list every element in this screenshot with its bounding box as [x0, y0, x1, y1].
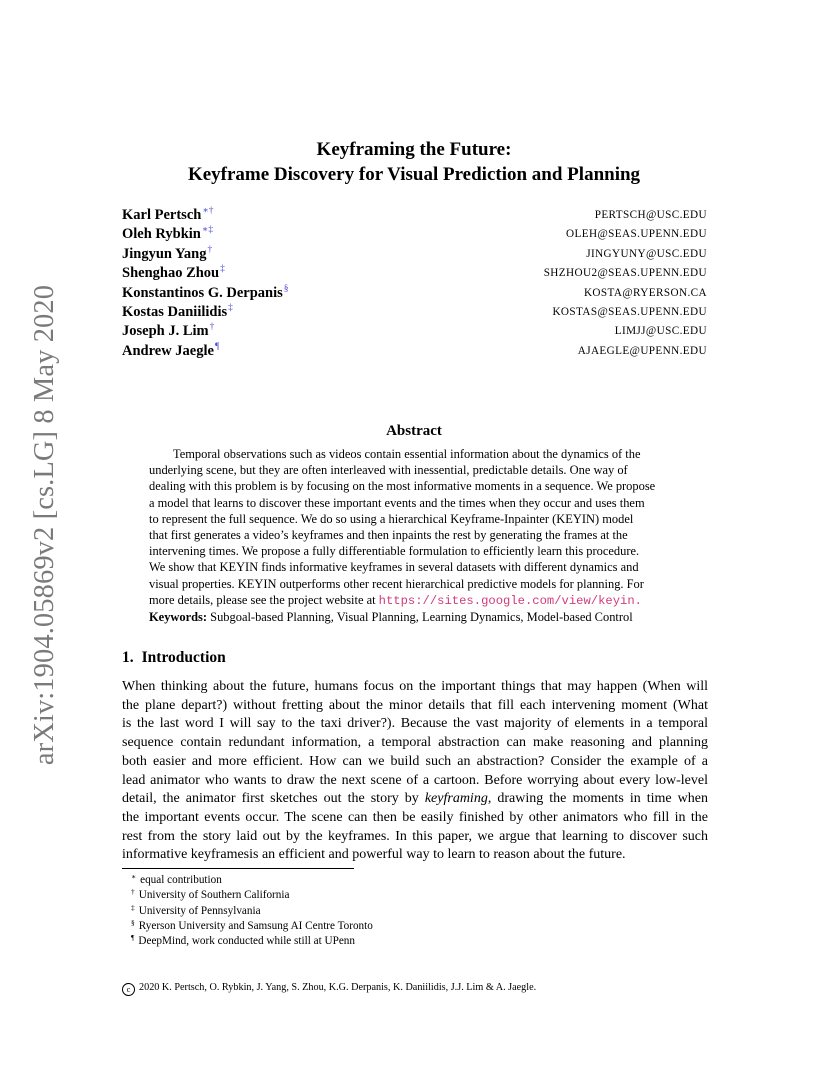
author-name: Shenghao Zhou: [122, 265, 220, 282]
footnote: [131, 904, 373, 919]
section-heading: [122, 649, 226, 667]
author-email: AJAEGLE@UPENN.EDU: [577, 344, 707, 357]
abstract-heading: Abstract: [386, 423, 442, 439]
section-title: Introduction: [141, 649, 226, 666]
abstract-line: We show that KEYIN finds informative keyframes in several datasets with different dynamics and: [149, 560, 639, 575]
author-name: Karl Pertsch: [122, 207, 202, 223]
affiliation-marks[interactable]: ‡: [228, 302, 233, 313]
body-line: both easier and more efficient. How can we build such an abstraction? Consider the example of a: [122, 753, 708, 769]
body-line: [122, 790, 708, 809]
footnote-mark: †: [131, 887, 135, 897]
affiliation-marks[interactable]: ‡: [220, 264, 225, 275]
author-row: [122, 265, 707, 284]
abstract-line-text: more details, please see the project website at: [149, 592, 376, 607]
project-website-link[interactable]: https://sites.google.com/view/keyin.: [378, 593, 642, 608]
abstract-line: a model that learns to discover these important events and the times when they occur and uses them: [149, 495, 645, 510]
abstract-line: [149, 592, 681, 609]
copyright-text: 2020 K. Pertsch, O. Rybkin, J. Yang, S. Zhou, K.G. Derpanis, K. Daniilidis, J.J. Lim & A. Jaegle.: [139, 982, 537, 993]
author-name: Oleh Rybkin: [122, 226, 201, 243]
title-line-2: Keyframe Discovery for Visual Prediction and Planning: [187, 164, 641, 185]
abstract-line: dealing with this problem is by focusing on the most informative moments in a sequence. We propose: [149, 479, 656, 494]
author-row: [122, 285, 707, 304]
emphasis-keyframing: keyframing: [424, 791, 488, 807]
author-email: LIMJJ@USC.EDU: [614, 325, 707, 338]
author-row: [122, 343, 707, 362]
abstract-line: that first generates a video’s keyframes and then inpaints the rest by generating the frames at the: [149, 528, 628, 543]
body-line: is the last word I will say to the taxi driver?). Because the vast majority of elements in a temporal: [122, 716, 708, 732]
footnote-text: DeepMind, work conducted while still at UPenn: [138, 935, 355, 948]
section-number: 1.: [122, 649, 134, 666]
affiliation-marks[interactable]: §: [283, 283, 289, 294]
footnotes: [131, 873, 373, 949]
author-name: Jingyun Yang: [122, 245, 207, 262]
author-row: [122, 246, 707, 265]
footnote-mark: ‡: [131, 902, 135, 912]
keywords-text: Subgoal-based Planning, Visual Planning, Learning Dynamics, Model-based Control: [210, 610, 633, 625]
abstract-body: [149, 446, 681, 625]
body-line: the plane depart?) without fretting about the minor details that fill each intervening moment (What: [122, 697, 708, 713]
author-email: OLEH@SEAS.UPENN.EDU: [566, 228, 707, 241]
author-email: PERTSCH@USC.EDU: [594, 209, 707, 221]
footnote-mark: §: [131, 917, 135, 927]
affiliation-marks[interactable]: †: [209, 322, 215, 333]
author-list: [122, 207, 707, 362]
author-name: Joseph J. Lim: [122, 323, 209, 340]
affiliation-marks[interactable]: ∗‡: [201, 225, 214, 236]
body-line: the important events occur. The scene can then be easily finished by other animators who fill in the: [122, 809, 708, 825]
body-line: rest from the story laid out by the keyframes. In this paper, we argue that learning to discover such: [122, 828, 708, 844]
affiliation-marks[interactable]: †: [207, 244, 213, 255]
paper-title: [0, 137, 828, 187]
body-text: , drawing the moments in time when: [487, 791, 708, 807]
author-email: SHZHOU2@SEAS.UPENN.EDU: [543, 267, 707, 280]
abstract-line: underlying scene, but they are often interleaved with inessential, predictable details. One way of: [149, 463, 628, 478]
abstract-line: intervening times. We propose a fully differentiable formulation to efficiently learn this procedure.: [149, 544, 640, 559]
author-row: [122, 323, 707, 342]
abstract-line: to represent the full sequence. We do so using a hierarchical Keyframe-Inpainter (KEYIN) model: [149, 511, 634, 526]
footnote: [131, 888, 373, 903]
body-line: sequence contain redundant information, a temporal abstraction can make reasoning and planning: [122, 735, 708, 751]
footnote-text: University of Pennsylvania: [138, 904, 261, 917]
footnote-text: Ryerson University and Samsung AI Centre Toronto: [138, 919, 373, 932]
body-line: When thinking about the future, humans focus on the important things that may happen (When will: [122, 679, 708, 694]
body-line: informative keyframesis an efficient and powerful way to learn to reason about the future.: [122, 847, 626, 863]
body-text: detail, the animator first sketches out the story by: [122, 791, 419, 807]
author-email: KOSTAS@SEAS.UPENN.EDU: [552, 305, 707, 318]
keywords-line: [149, 609, 681, 625]
copyright-notice: [122, 982, 536, 996]
affiliation-marks[interactable]: ¶: [214, 341, 220, 352]
abstract-line: Temporal observations such as videos contain essential information about the dynamics of the: [173, 447, 641, 461]
title-line-1: Keyframing the Future:: [316, 139, 512, 160]
copyright-icon: c: [122, 983, 135, 996]
footnote-rule: [122, 868, 354, 869]
author-email: KOSTA@RYERSON.CA: [583, 286, 707, 299]
author-email: JINGYUNY@USC.EDU: [586, 247, 707, 260]
footnote-mark: ¶: [131, 933, 135, 943]
keywords-label: Keywords:: [149, 610, 208, 625]
author-name: Kostas Daniilidis: [122, 303, 228, 320]
affiliation-marks[interactable]: ∗†: [202, 206, 214, 216]
footnote: [131, 919, 373, 934]
author-name: Konstantinos G. Derpanis: [122, 284, 283, 301]
footnote-mark: ∗: [131, 872, 137, 881]
intro-paragraph: [122, 678, 708, 865]
author-name: Andrew Jaegle: [122, 342, 214, 359]
author-row: [122, 207, 707, 226]
arxiv-stamp: arXiv:1904.05869v2 [cs.LG] 8 May 2020: [29, 284, 60, 766]
author-row: [122, 226, 707, 245]
body-line: lead animator who wants to draw the next scene of a cartoon. Before worrying about every low-level: [122, 772, 708, 788]
abstract-line: visual properties. KEYIN outperforms other recent hierarchical predictive models for planning. For: [149, 576, 644, 591]
footnote-text: equal contribution: [140, 874, 222, 886]
footnote: [131, 934, 373, 949]
author-row: [122, 304, 707, 323]
footnote-text: University of Southern California: [138, 889, 290, 902]
footnote: [131, 873, 373, 888]
